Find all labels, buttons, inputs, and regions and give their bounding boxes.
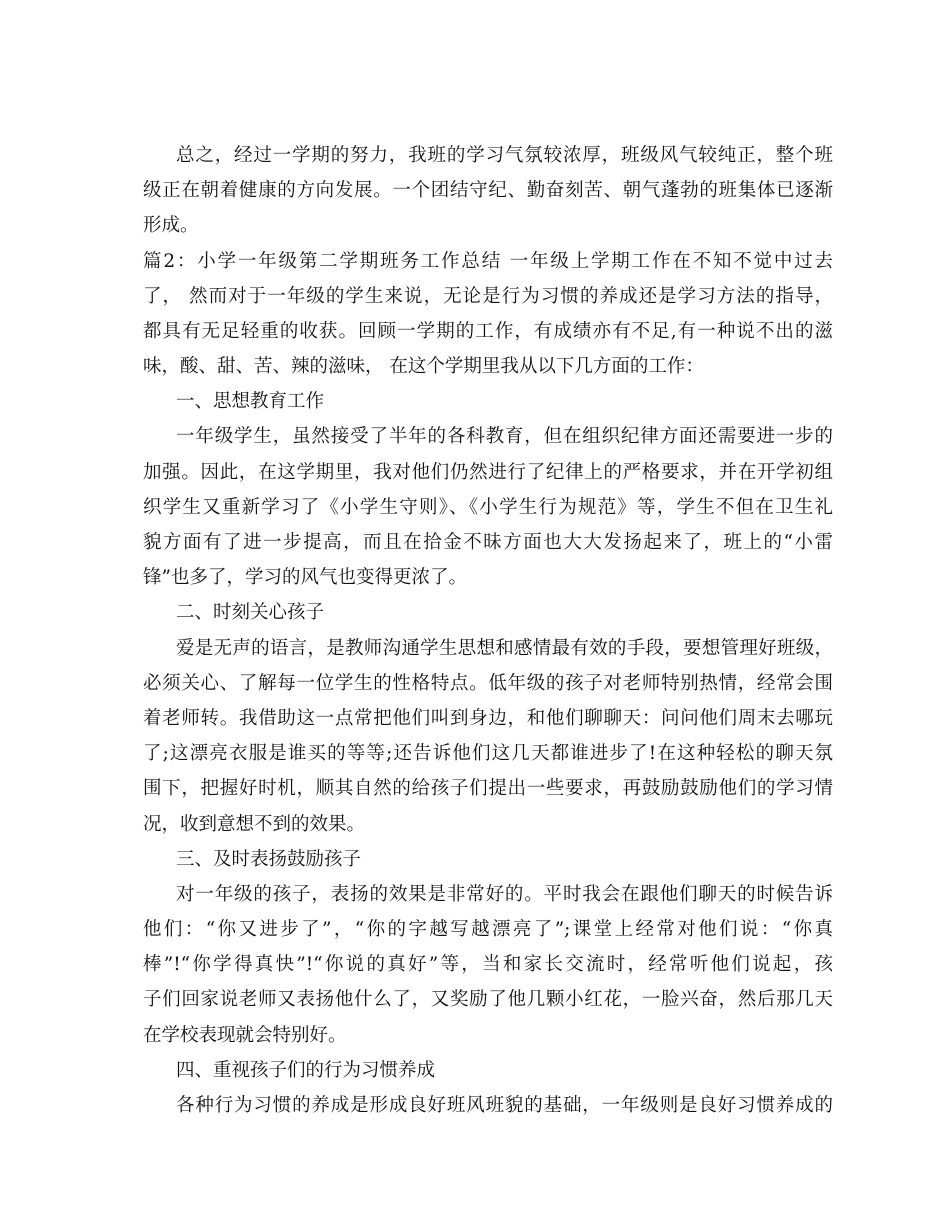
section-heading-3: 三、及时表扬鼓励孩子 xyxy=(176,849,362,870)
text-line-12: 貌方面有了进一步提高，而且在拾金不昧方面也大大发扬起来了，班上的“小雷 xyxy=(143,532,833,553)
text-line-4: 篇2：小学一年级第二学期班务工作总结 一年级上学期工作在不知不觉中过去 xyxy=(143,251,833,272)
text-line-25: 子们回家说老师又表扬他什么了，又奖励了他几颗小红花，一脸兴奋，然后那几天 xyxy=(143,989,833,1010)
text-line-28: 各种行为习惯的养成是形成良好班风班貌的基础，一年级则是良好习惯养成的 xyxy=(176,1095,833,1116)
text-line-24: 棒”!“你学得真快”!“你说的真好”等，当和家长交流时，经常听他们说起，孩 xyxy=(143,954,833,975)
text-line-6: 都具有无足轻重的收获。回顾一学期的工作，有成绩亦有不足,有一种说不出的滋 xyxy=(143,321,833,342)
text-line-18: 了;这漂亮衣服是谁买的等等;还告诉他们这几天都谁进步了!在这种轻松的聊天氛 xyxy=(143,743,833,764)
text-line-20: 况，收到意想不到的效果。 xyxy=(143,814,366,835)
text-line-10: 加强。因此，在这学期里，我对他们仍然进行了纪律上的严格要求，并在开学初组 xyxy=(143,462,833,483)
text-line-11: 织学生又重新学习了《小学生守则》、《小学生行为规范》等，学生不但在卫生礼 xyxy=(143,497,833,518)
text-line-17: 着老师转。我借助这一点常把他们叫到身边，和他们聊聊天：问问他们周末去哪玩 xyxy=(143,708,833,729)
text-line-13: 锋”也多了，学习的风气也变得更浓了。 xyxy=(143,567,467,588)
text-line-22: 对一年级的孩子，表扬的效果是非常好的。平时我会在跟他们聊天的时候告诉 xyxy=(176,884,833,905)
text-line-19: 围下，把握好时机，顺其自然的给孩子们提出一些要求，再鼓励鼓励他们的学习情 xyxy=(143,778,833,799)
text-line-9: 一年级学生，虽然接受了半年的各科教育，但在组织纪律方面还需要进一步的 xyxy=(176,426,833,447)
section-heading-1: 一、思想教育工作 xyxy=(176,391,325,412)
section-heading-2: 二、时刻关心孩子 xyxy=(176,602,325,623)
text-line-26: 在学校表现就会特别好。 xyxy=(143,1025,347,1046)
text-line-15: 爱是无声的语言，是教师沟通学生思想和感情最有效的手段，要想管理好班级， xyxy=(176,638,833,659)
text-line-7: 味，酸、甜、苦、辣的滋味， 在这个学期里我从以下几方面的工作： xyxy=(143,356,704,377)
section-heading-4: 四、重视孩子们的行为习惯养成 xyxy=(176,1060,436,1081)
text-line-3: 形成。 xyxy=(143,215,199,236)
text-line-1: 总之，经过一学期的努力，我班的学习气氛较浓厚，班级风气较纯正，整个班 xyxy=(176,145,833,166)
text-line-2: 级正在朝着健康的方向发展。一个团结守纪、勤奋刻苦、朝气蓬勃的班集体已逐渐 xyxy=(143,180,833,201)
text-line-16: 必须关心、了解每一位学生的性格特点。低年级的孩子对老师特别热情，经常会围 xyxy=(143,673,833,694)
text-line-23: 他们：“你又进步了”，“你的字越写越漂亮了”;课堂上经常对他们说：“你真 xyxy=(143,919,833,940)
text-line-5: 了， 然而对于一年级的学生来说，无论是行为习惯的养成还是学习方法的指导， xyxy=(143,286,833,307)
